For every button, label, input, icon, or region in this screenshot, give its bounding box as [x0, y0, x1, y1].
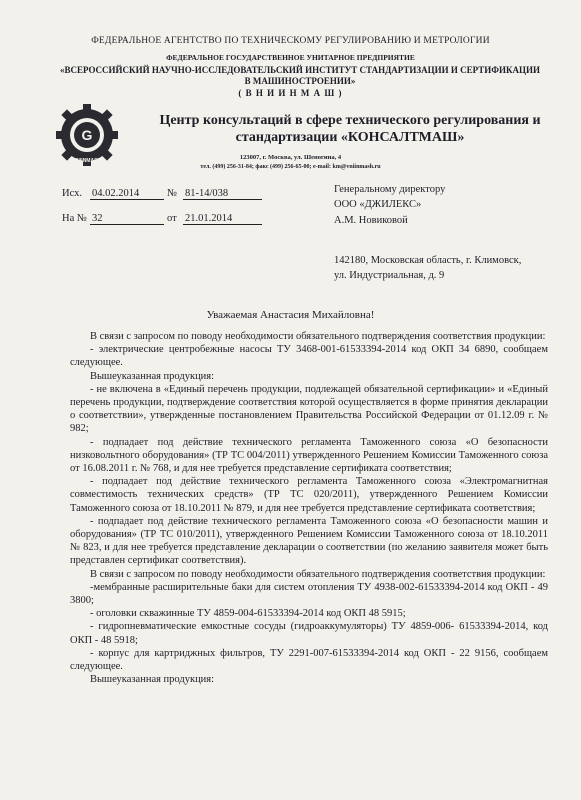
- incoming-from-label: от: [167, 213, 177, 224]
- incoming-date-value: 21.01.2014: [183, 213, 262, 225]
- paragraph: - корпус для картриджных фильтров, ТУ 2291-007-61533394-2014 код ОКП - 22 9156, сообщаем следующее.: [70, 647, 548, 673]
- incoming-number-value: 32: [90, 213, 164, 225]
- paragraph: Вышеуказанная продукция:: [90, 370, 215, 382]
- incoming-date: [183, 213, 262, 225]
- incoming-number: [90, 213, 164, 225]
- recipient-name: А.М. Новиковой: [334, 215, 408, 226]
- outgoing-number: [183, 188, 262, 200]
- paragraph: - подпадает под действие технического регламента Таможенного союза «О безопасности низковольтного оборудования» (ТР ТС 004/2011) утвержденного Решением Комиссии Таможенного союза от 16.08.2011 г. № 768, и для нее требуется представление сертификата соответствия;: [70, 436, 548, 475]
- agency-line: ФЕДЕРАЛЬНОЕ АГЕНТСТВО ПО ТЕХНИЧЕСКОМУ РЕГУЛИРОВАНИЮ И МЕТРОЛОГИИ: [91, 36, 490, 46]
- outgoing-date: [90, 188, 164, 200]
- paragraph: - оголовки скважинные ТУ 4859-004-61533394-2014 код ОКП 48 5915;: [90, 608, 406, 620]
- outgoing-date-value: 04.02.2014: [90, 188, 164, 200]
- outgoing-label: Исх.: [62, 188, 82, 199]
- recipient-company: ООО «ДЖИЛЕКС»: [334, 199, 422, 210]
- salutation: Уважаемая Анастасия Михайловна!: [206, 309, 375, 321]
- paragraph: Вышеуказанная продукция:: [90, 674, 215, 686]
- consulting-center-title: Центр консультаций в сфере технического регулирования и стандартизации «КОНСАЛТМАШ»: [159, 113, 541, 145]
- header-contacts: тел. (499) 256-31-84; факс (499) 256-65-00; e-mail: km@vniinmash.ru: [200, 164, 381, 170]
- paragraph: - подпадает под действие технического регламента Таможенного союза «О безопасности машин и оборудования» (ТР ТС 010/2011), утвержденного Решением Комиссии Таможенного союза от 18.10.2011 № 823, и для нее требуется представление декларации о соответствии (по желанию заявителя может быть представлен сертификат соответствия).: [70, 515, 548, 567]
- enterprise-line: ФЕДЕРАЛЬНОЕ ГОСУДАРСТВЕННОЕ УНИТАРНОЕ ПРЕДПРИЯТИЕ: [166, 53, 415, 62]
- institute-abbr: ( В Н И И Н М А Ш ): [238, 88, 343, 98]
- paragraph: В связи с запросом по поводу необходимости обязательного подтверждения соответствия продукции:: [90, 331, 546, 342]
- paragraph: - гидропневматические емкостные сосуды (гидроаккумуляторы) ТУ 4859-006- 61533394-2014, код ОКП - 48 5918;: [70, 621, 548, 646]
- recipient-address-2: ул. Индустриальная, д. 9: [334, 270, 445, 281]
- header-address: 123007, г. Москва, ул. Шеногина, 4: [239, 154, 342, 161]
- paragraph: - не включена в «Единый перечень продукции, подлежащей обязательной сертификации» и «Единый перечень продукции, подтверждение соответствия которой осуществляется в форме принятия декларации о соответствии», утвержденные постановлением Правительства Российской Федерации от 01.12.09 г. № 982;: [70, 383, 548, 435]
- outgoing-number-value: 81-14/038: [183, 188, 262, 200]
- paragraph: - подпадает под действие технического регламента Таможенного союза «Электромагнитная совместимость технических средств» (ТР ТС 020/2011), утвержденного Решением Комиссии Таможенного союза от 18.10.2011 № 879, и для нее требуется представление сертификата соответствия;: [70, 476, 548, 514]
- logo-caption: VNIINMASH: [72, 158, 102, 164]
- logo-letters: G: [81, 127, 93, 143]
- institute-name: «ВСЕРОССИЙСКИЙ НАУЧНО-ИССЛЕДОВАТЕЛЬСКИЙ ИНСТИТУТ СТАНДАРТИЗАЦИИ И СЕРТИФИКАЦИИ В МАШИНОСТРОЕНИИ»: [60, 65, 541, 86]
- paragraph: - электрические центробежные насосы ТУ 3468-001-61533394-2014 код ОКП 34 6890, сообщаем следующее.: [70, 344, 548, 369]
- incoming-label: На №: [62, 213, 87, 224]
- outgoing-number-sign: №: [167, 188, 178, 199]
- recipient-address-1: 142180, Московская область, г. Климовск,: [334, 255, 522, 266]
- paragraph: В связи с запросом по поводу необходимости обязательного подтверждения соответствия продукции:: [90, 568, 546, 580]
- paragraph: -мембранные расширительные баки для систем отопления ТУ 4938-002-61533394-2014 код ОКП - 49 3800;: [70, 581, 548, 607]
- letter-body: [70, 330, 548, 686]
- recipient-position: Генеральному директору: [334, 184, 446, 195]
